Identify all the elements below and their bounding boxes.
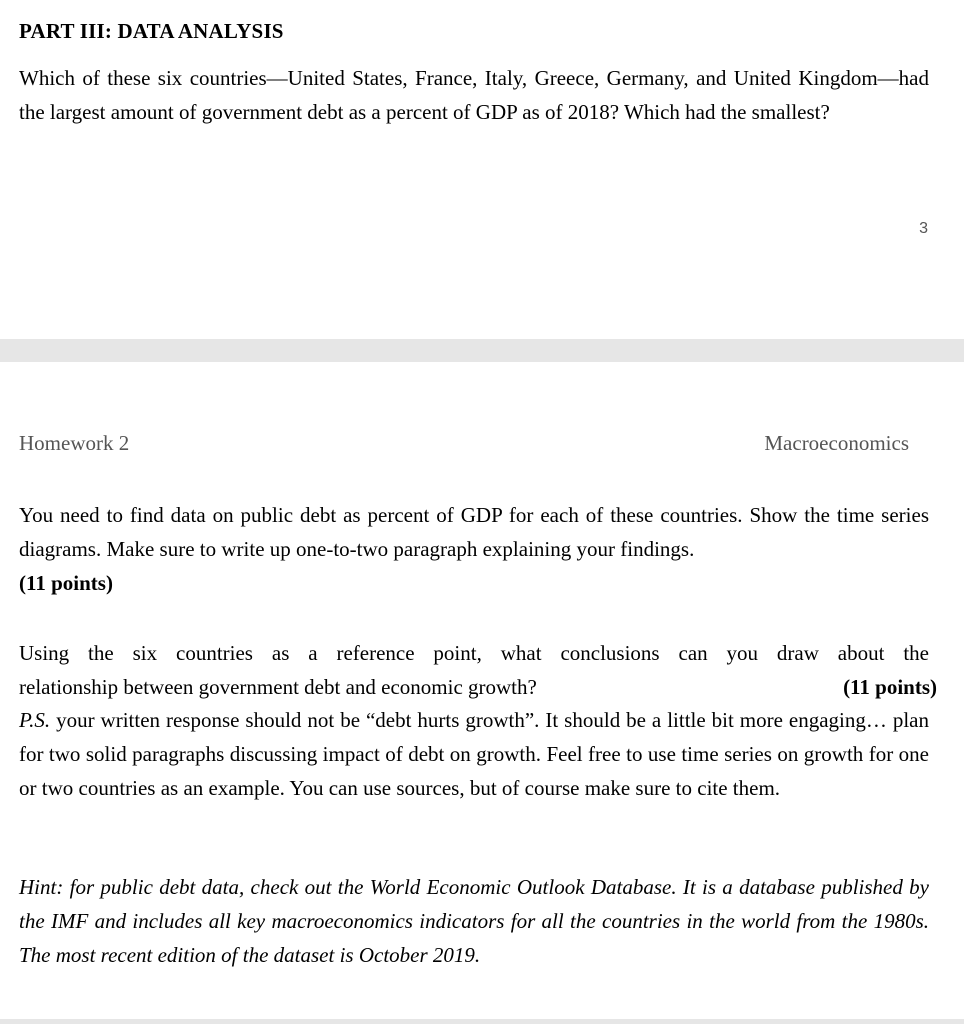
page-number: 3 — [919, 220, 928, 237]
ps-label: P.S. — [19, 708, 51, 732]
document-page-top — [0, 0, 964, 339]
points-badge: (11 points) — [843, 675, 937, 699]
question-two-line-2-row — [19, 670, 937, 704]
ps-note — [19, 703, 929, 805]
question-one-text: Which of these six countries—United States, France, Italy, Greece, Germany, and United Kingdom—had the largest amount of government debt as a percent of GDP as of 2018? Which had the smallest? — [19, 66, 929, 124]
points-badge: (11 points) — [19, 571, 113, 595]
header-course-title: Homework 2 — [19, 431, 130, 455]
hint-note: Hint: for public debt data, check out the World Economic Outlook Database. It is a database published by the IMF and includes all key macroeconomics indicators for all the countries in the world from the 1980s. The most recent edition of the dataset is October 2019. — [19, 875, 929, 967]
instructions-text: You need to find data on public debt as percent of GDP for each of these countries. Show the time series diagrams. Make sure to write up one-to-two paragraph explaining your findings. — [19, 503, 929, 561]
page-divider — [0, 1019, 964, 1024]
question-one-instructions — [19, 498, 929, 600]
ps-text: your written response should not be “debt hurts growth”. It should be a little bit more engaging… plan for two solid paragraphs discussing impact of debt on growth. Feel free to use time series on growth for one or two countries as an example. You can use sources, but of course make sure to cite them. — [19, 708, 929, 800]
section-heading: PART III: DATA ANALYSIS — [19, 19, 284, 43]
header-subject: Macroeconomics — [764, 431, 909, 455]
question-two-line-2: relationship between government debt and economic growth? — [19, 675, 537, 699]
question-two-line-1: Using the six countries as a reference point, what conclusions can you draw about the — [19, 641, 929, 665]
question-two — [19, 636, 937, 704]
